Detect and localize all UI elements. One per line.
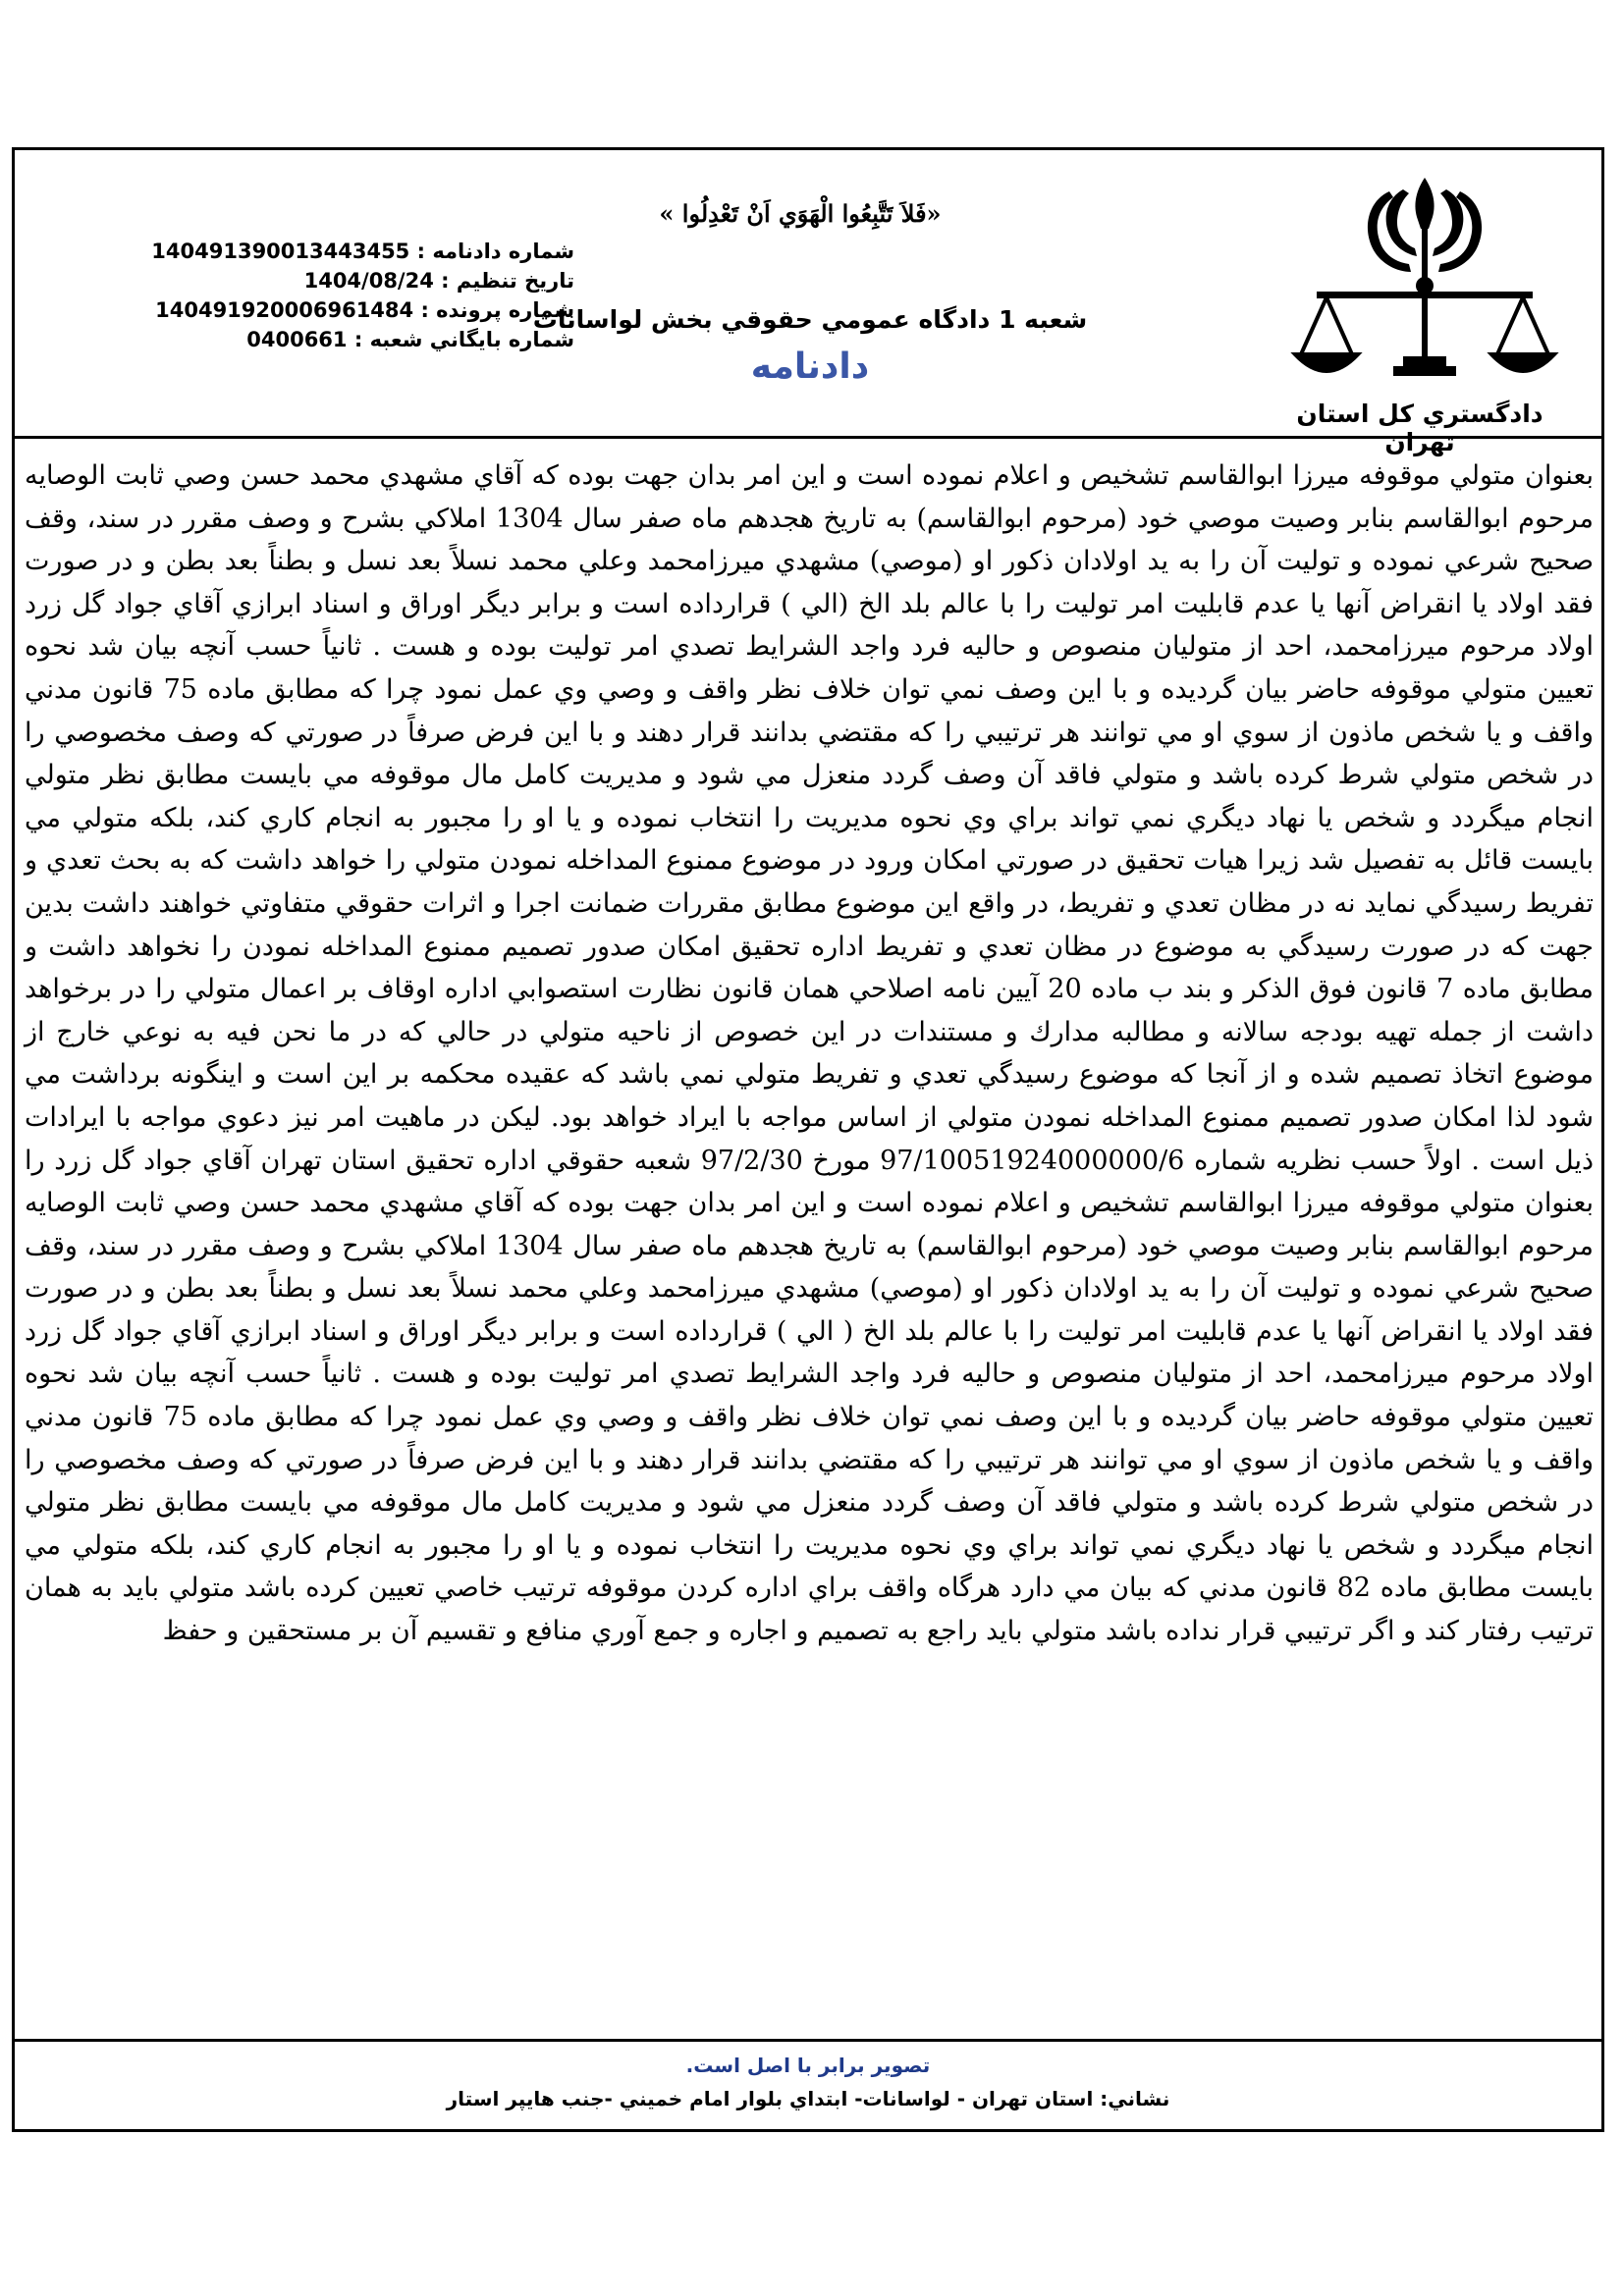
meta-value: 140491390013443455 — [151, 240, 410, 263]
court-address: نشاني: استان تهران - لواسانات- ابتداي بلوار امام خميني -جنب هايپر استار — [446, 2087, 1170, 2110]
verdict-number-row — [142, 237, 574, 266]
meta-label: شماره بايگاني شعبه : — [353, 328, 574, 351]
archive-number-row — [142, 325, 574, 354]
meta-label: شماره دادنامه : — [416, 240, 574, 263]
meta-label: تاريخ تنظيم : — [441, 269, 574, 293]
case-metadata — [142, 237, 574, 354]
certified-copy-note: تصوير برابر با اصل است. — [685, 2054, 931, 2077]
document-footer — [15, 2039, 1601, 2129]
verdict-body-text: بعنوان متولي موقوفه ميرزا ابوالقاسم تشخيص و اعلام نموده است و اين امر بدان جهت بوده كه آقاي مشهدي محمد حسن وصي ثابت الوصايه مرحوم ابوالقاسم بنابر وصيت موصي خود (مرحوم ابوالقاسم) به تاريخ هجدهم ماه صفر سال 1304 املاكي بشرح و وصف مقرر در سند، وقف صحيح شرعي نموده و توليت آن را به يد اولادان ذكور او (موصي) مشهدي ميرزامحمد وعلي محمد نسلاً بعد نسل و بطناً بعد بطن و در صورت فقد اولاد يا انقراض آنها يا عدم قابليت امر توليت را با عالم بلد الخ (الي ) قرارداده است و برابر ديگر اوراق و اسناد ابرازي آقاي جواد گل زرد اولاد مرحوم ميرزامحمد، احد از متوليان منصوص و حاليه فرد واجد الشرايط تصدي امر توليت بوده و هست . ثانياً حسب آنچه بيان شد نحوه تعيين متولي موقوفه حاضر بيان گرديده و با اين وصف نمي توان خلاف نظر واقف و وصي وي عمل نمود چرا كه مطابق ماده 75 قانون مدني واقف و يا شخص ماذون از سوي او مي توانند هر ترتيبي را كه مقتضي بدانند قرار دهند و با اين فرض صرفاً در صورتي كه وصف مخصوصي را در شخص متولي شرط كرده باشد و متولي فاقد آن وصف گردد منعزل مي شود و مديريت كامل مال موقوفه مي بايست مطابق نظر متولي انجام ميگردد و شخص يا نهاد ديگري نمي تواند براي وي نحوه مديريت را انتخاب نموده و يا او را مجبور به انجام كاري كند، بلكه متولي مي بايست قائل به تفصيل شد زيرا هيات تحقيق در صورتي امكان ورود در موضوع ممنوع المداخله نمودن متولي را خواهد داشت كه به بحث تعدي و تفريط رسيدگي نمايد نه در مظان تعدي و تفريط، در واقع اين موضوع مطابق مقررات ضمانت اجرا و اثرات حقوقي متفاوتي خواهند داشت بدين جهت كه در صورت رسيدگي به موضوع در مظان تعدي و تفريط اداره تحقيق امكان صدور تصميم ممنوع المداخله نمودن را نخواهد داشت و مطابق ماده 7 قانون فوق الذكر و بند ب ماده 20 آيين نامه اصلاحي همان قانون نظارت استصوابي اداره اوقاف بر اعمال متولي را در برخواهد داشت از جمله تهيه بودجه سالانه و مطالبه مدارك و مستندات در اين خصوص از ناحيه متولي در حالي كه در ما نحن فيه به نوعي خارج از موضوع اتخاذ تصميم شده و از آنجا كه موضوع رسيدگي تعدي و تفريط متولي نمي باشد كه عقيده محكمه بر اين است و اينگونه برداشت مي شود لذا امكان صدور تصميم ممنوع المداخله نمودن متولي از اساس مواجه با ايراد خواهد بود. ليكن در ماهيت امر نيز دعوي مواجه با ايرادات ذيل است . اولاً حسب نظريه شماره 97/10051924000000/6 مورخ 97/2/30 شعبه حقوقي اداره تحقيق استان تهران آقاي جواد گل زرد را بعنوان متولي موقوفه ميرزا ابوالقاسم تشخيص و اعلام نموده است و اين امر بدان جهت بوده كه آقاي مشهدي محمد حسن وصي ثابت الوصايه مرحوم ابوالقاسم بنابر وصيت موصي خود (مرحوم ابوالقاسم) به تاريخ هجدهم ماه صفر سال 1304 املاكي بشرح و وصف مقرر در سند، وقف صحيح شرعي نموده و توليت آن را به يد اولادان ذكور او (موصي) مشهدي ميرزامحمد وعلي محمد نسلاً بعد نسل و بطناً بعد بطن و در صورت فقد اولاد يا انقراض آنها يا عدم قابليت امر توليت را با عالم بلد الخ ( الي ) قرارداده است و برابر ديگر اوراق و اسناد ابرازي آقاي جواد گل زرد اولاد مرحوم ميرزامحمد، احد از متوليان منصوص و حاليه فرد واجد الشرايط تصدي امر توليت بوده و هست . ثانياً حسب آنچه بيان شد نحوه تعيين متولي موقوفه حاضر بيان گرديده و با اين وصف نمي توان خلاف نظر واقف و وصي وي عمل نمود چرا كه مطابق ماده 75 قانون مدني واقف و يا شخص ماذون از سوي او مي توانند هر ترتيبي را كه مقتضي بدانند قرار دهند و با اين فرض صرفاً در صورتي كه وصف مخصوصي را در شخص متولي شرط كرده باشد و متولي فاقد آن وصف گردد منعزل مي شود و مديريت كامل مال موقوفه مي بايست مطابق نظر متولي انجام ميگردد و شخص يا نهاد ديگري نمي تواند براي وي نحوه مديريت را انتخاب نموده و يا او را مجبور به انجام كاري كند، بلكه متولي مي بايست مطابق ماده 82 قانون مدني كه بيان مي دارد هرگاه واقف براي اداره كردن موقوفه ترتيب خاصي تعيين كرده باشد متولي بايد به همان ترتيب رفتار كند و اگر ترتيبي قرار نداده باشد متولي بايد راجع به تصميم و اجاره و جمع آوري منافع و تقسيم آن بر مستحقين و حفظ — [25, 460, 1594, 1647]
emblem-icon — [1287, 170, 1562, 396]
meta-value: 140491920006961484 — [155, 298, 414, 322]
document-title: دادنامه — [750, 347, 870, 387]
quran-motto: «فَلاَ تَتَّبِعُوا الْهَوَي اَنْ تَعْدِلُوا » — [659, 199, 942, 228]
meta-label: شماره پرونده : — [420, 298, 574, 322]
document-header — [15, 150, 1601, 456]
judiciary-caption: دادگستري كل استان تهران — [1296, 400, 1543, 456]
issue-date-row — [142, 266, 574, 295]
case-number-row — [142, 295, 574, 325]
court-name: شعبه 1 دادگاه عمومي حقوقي بخش لواسانات — [532, 305, 1088, 334]
document-frame — [12, 147, 1604, 2132]
meta-value: 1404/08/24 — [303, 269, 434, 293]
meta-value: 0400661 — [246, 328, 348, 351]
